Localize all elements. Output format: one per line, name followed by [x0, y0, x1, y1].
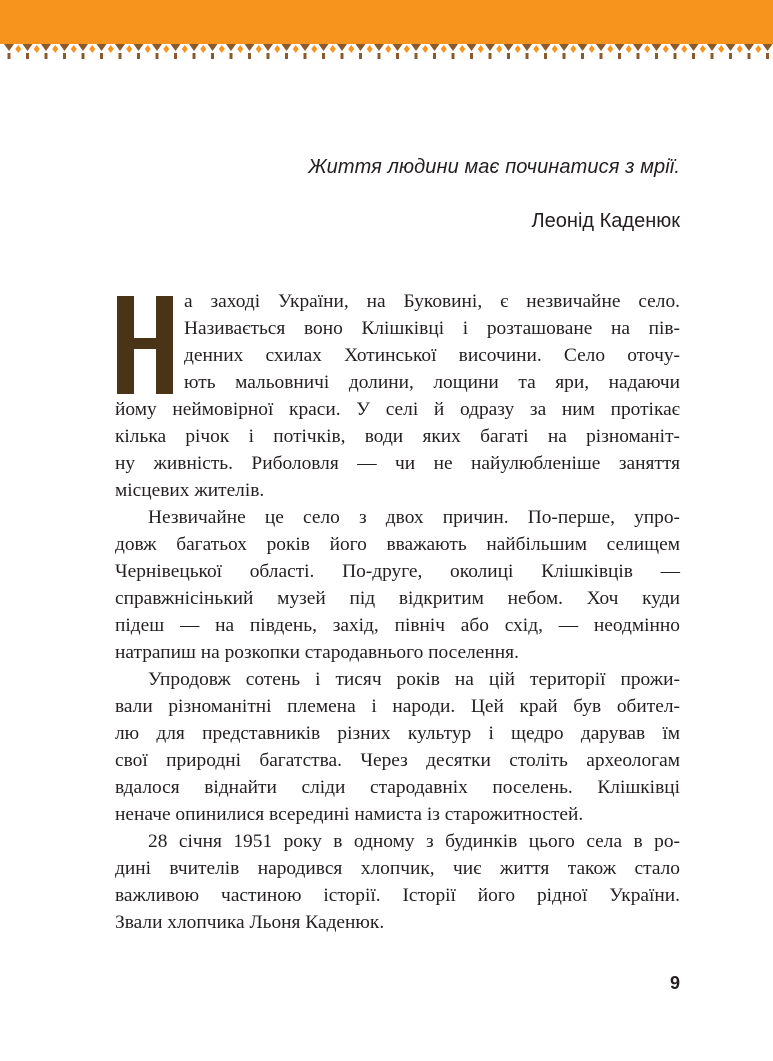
ornament-pendant	[637, 53, 640, 59]
ornament-diamond	[515, 45, 521, 53]
ornament-tooth	[504, 44, 514, 51]
ornament-diamond	[385, 45, 391, 53]
ornament-tooth	[578, 44, 588, 51]
ornament-diamond	[644, 45, 650, 53]
ornament-pendant	[655, 53, 658, 59]
ornament-tooth	[226, 44, 236, 51]
dropcap-crossbar	[134, 338, 156, 349]
ornament-pendant	[45, 53, 48, 59]
text-line: лю для представників різних культур і щедро дарував їм	[115, 723, 680, 744]
text-line: Звали хлопчика Льоня Каденюк.	[115, 912, 385, 933]
ornament-tooth	[245, 44, 255, 51]
ornament-pendant	[563, 53, 566, 59]
ornament-tooth	[60, 44, 70, 51]
ornament-pendant	[341, 53, 344, 59]
ornament-tooth	[596, 44, 606, 51]
ornament-tooth	[115, 44, 125, 51]
ornament-diamond	[718, 45, 724, 53]
ornament-tooth	[652, 44, 662, 51]
ornament-diamond	[607, 45, 613, 53]
paragraph-2	[115, 504, 680, 666]
text-line: місцевих жителів.	[115, 480, 265, 501]
ornament-diamond	[89, 45, 95, 53]
ornament-tooth	[393, 44, 403, 51]
ornament-tooth	[78, 44, 88, 51]
text-line: свої природні багатства. Через десятки століть археологам	[115, 750, 680, 771]
ornament-diamond	[700, 45, 706, 53]
ornament-diamond	[237, 45, 243, 53]
text-line: Називається воно Клішківці і розташоване на пів-	[184, 318, 680, 339]
text-line: справжнісінький музей під відкритим небом. Хоч куди	[115, 588, 680, 609]
text-line: дині вчителів народився хлопчик, чиє життя також стало	[115, 858, 680, 879]
text-line: Незвичайне це село з двох причин. По-перше, упро-	[148, 507, 680, 528]
ornament-pendant	[415, 53, 418, 59]
ornament-tooth	[319, 44, 329, 51]
ornament-pendant	[729, 53, 732, 59]
ornament-pendant	[748, 53, 751, 59]
epigraph-quote: Життя людини має починатися з мрії.	[308, 156, 680, 178]
ornament-tooth	[189, 44, 199, 51]
ornament-pendant	[489, 53, 492, 59]
paragraph-4	[115, 828, 680, 936]
ornament-pendant	[82, 53, 85, 59]
ornament-tooth	[171, 44, 181, 51]
ornament-pendant	[378, 53, 381, 59]
ornament-pendant	[248, 53, 251, 59]
text-line: а заході України, на Буковині, є незвичайне село.	[184, 291, 680, 312]
ornament-pendant	[174, 53, 177, 59]
ornament-pendant	[692, 53, 695, 59]
dropcap	[115, 296, 175, 394]
ornament-pendant	[193, 53, 196, 59]
ornament-tooth	[485, 44, 495, 51]
ornament-tooth	[763, 44, 773, 51]
text-line: важливою частиною історії. Історії його рідної України.	[115, 885, 680, 906]
ornament-pendant	[433, 53, 436, 59]
ornament-tooth	[707, 44, 717, 51]
ornament-tooth	[448, 44, 458, 51]
ornament-tooth	[300, 44, 310, 51]
text-line: ну живність. Риболовля — чи не найулюбленіше заняття	[115, 453, 680, 474]
ornament-tooth	[559, 44, 569, 51]
ornament-diamond	[108, 45, 114, 53]
ornament-pendant	[526, 53, 529, 59]
ornament-diamond	[311, 45, 317, 53]
ornament-pendant	[119, 53, 122, 59]
ornament-tooth	[522, 44, 532, 51]
ornament-pendant	[359, 53, 362, 59]
ornament-tooth	[282, 44, 292, 51]
text-line: вдалося віднайти сліди стародавніх поселень. Клішківці	[115, 777, 680, 798]
ornament-tooth	[633, 44, 643, 51]
ornament-diamond	[126, 45, 132, 53]
ornament-pendant	[156, 53, 159, 59]
ornament-pendant	[507, 53, 510, 59]
header-band	[0, 0, 773, 44]
ornament-diamond	[71, 45, 77, 53]
ornament-pendant	[26, 53, 29, 59]
ornament-tooth	[374, 44, 384, 51]
text-line: вали різноманітні племена і народи. Цей край був обител-	[115, 696, 680, 717]
article-paragraphs	[115, 288, 680, 936]
ornament-diamond	[459, 45, 465, 53]
ornament-pendant	[100, 53, 103, 59]
ornament-tooth	[134, 44, 144, 51]
ornament-diamond	[441, 45, 447, 53]
text-line: йому неймовірної краси. У селі й одразу за ним протікає	[115, 399, 680, 420]
ornament-tooth	[208, 44, 218, 51]
ornament-diamond	[663, 45, 669, 53]
ornament-diamond	[496, 45, 502, 53]
text-line: 28 січня 1951 року в одному з будинків цього села в ро-	[148, 831, 680, 852]
ornament-pendant	[618, 53, 621, 59]
ornament-diamond	[570, 45, 576, 53]
ornament-pendant	[600, 53, 603, 59]
ornament-tooth	[97, 44, 107, 51]
body-text	[115, 288, 680, 936]
ornament-pendant	[470, 53, 473, 59]
ornament-pendant	[766, 53, 769, 59]
text-line: кілька річок і потічків, води яких багаті на різноманіт-	[115, 426, 680, 447]
ornament-pendant	[674, 53, 677, 59]
ornament-diamond	[367, 45, 373, 53]
ornament-tooth	[152, 44, 162, 51]
ornament-diamond	[34, 45, 40, 53]
text-line: підеш — на південь, захід, північ або схід, — неодмінно	[115, 615, 680, 636]
ornament-tooth	[744, 44, 754, 51]
ornament-pendant	[322, 53, 325, 59]
dropcap-stem-right	[156, 296, 173, 394]
ornament-diamond	[737, 45, 743, 53]
ornament-diamond	[52, 45, 58, 53]
ornament-diamond	[256, 45, 262, 53]
ornament-tooth	[4, 44, 14, 51]
ornament-diamond	[404, 45, 410, 53]
ornament-diamond	[330, 45, 336, 53]
ornament-diamond	[348, 45, 354, 53]
ornament-tooth	[337, 44, 347, 51]
ornament-diamond	[182, 45, 188, 53]
text-line: довж багатьох років його вважають найбільшим селищем	[115, 534, 680, 555]
ornament-diamond	[422, 45, 428, 53]
ornament-tooth	[670, 44, 680, 51]
ornament-diamond	[145, 45, 151, 53]
text-line: ють мальовничі долини, лощини та яри, надаючи	[184, 372, 680, 393]
ornament-diamond	[293, 45, 299, 53]
paragraph-3	[115, 666, 680, 828]
ornament-diamond	[552, 45, 558, 53]
ornament-tooth	[541, 44, 551, 51]
paragraph-1	[115, 288, 680, 504]
text-line: Упродовж сотень і тисяч років на цій території прожи-	[148, 669, 680, 690]
ornament-diamond	[274, 45, 280, 53]
ornament-pendant	[396, 53, 399, 59]
ornament-pendant	[304, 53, 307, 59]
ornament-pendant	[8, 53, 11, 59]
ornament-pendant	[267, 53, 270, 59]
ornament-pendant	[63, 53, 66, 59]
ornament-diamond	[15, 45, 21, 53]
ornament-tooth	[689, 44, 699, 51]
ornament-tooth	[263, 44, 273, 51]
text-line: Чернівецької області. По-друге, околиці Клішківців —	[115, 561, 680, 582]
ornament-tooth	[41, 44, 51, 51]
ornament-tooth	[356, 44, 366, 51]
ornament-diamond	[589, 45, 595, 53]
dropcap-stem-left	[117, 296, 134, 394]
ornament-tooth	[411, 44, 421, 51]
ornament-pendant	[711, 53, 714, 59]
ornament-diamond	[478, 45, 484, 53]
text-line: натрапиш на розкопки стародавнього поселення.	[115, 642, 519, 663]
ornament-pendant	[230, 53, 233, 59]
ornament-tooth	[430, 44, 440, 51]
ornament-pendant	[544, 53, 547, 59]
text-line: денних схилах Хотинської височини. Село оточу-	[184, 345, 680, 366]
ornament-diamond	[626, 45, 632, 53]
ornament-diamond	[755, 45, 761, 53]
ornament-border	[0, 40, 773, 66]
ornament-diamond	[681, 45, 687, 53]
text-line: неначе опинилися всередині намиста із старожитностей.	[115, 804, 584, 825]
ornament-tooth	[726, 44, 736, 51]
ornament-diamond	[533, 45, 539, 53]
ornament-diamond	[163, 45, 169, 53]
ornament-pendant	[452, 53, 455, 59]
ornament-tooth	[23, 44, 33, 51]
ornament-tooth	[615, 44, 625, 51]
ornament-pendant	[137, 53, 140, 59]
epigraph-author: Леонід Каденюк	[531, 210, 680, 232]
ornament-diamond	[219, 45, 225, 53]
ornament-pendant	[285, 53, 288, 59]
ornament-pendant	[211, 53, 214, 59]
page-number: 9	[669, 973, 680, 993]
ornament-pendant	[581, 53, 584, 59]
ornament-tooth	[467, 44, 477, 51]
ornament-diamond	[200, 45, 206, 53]
